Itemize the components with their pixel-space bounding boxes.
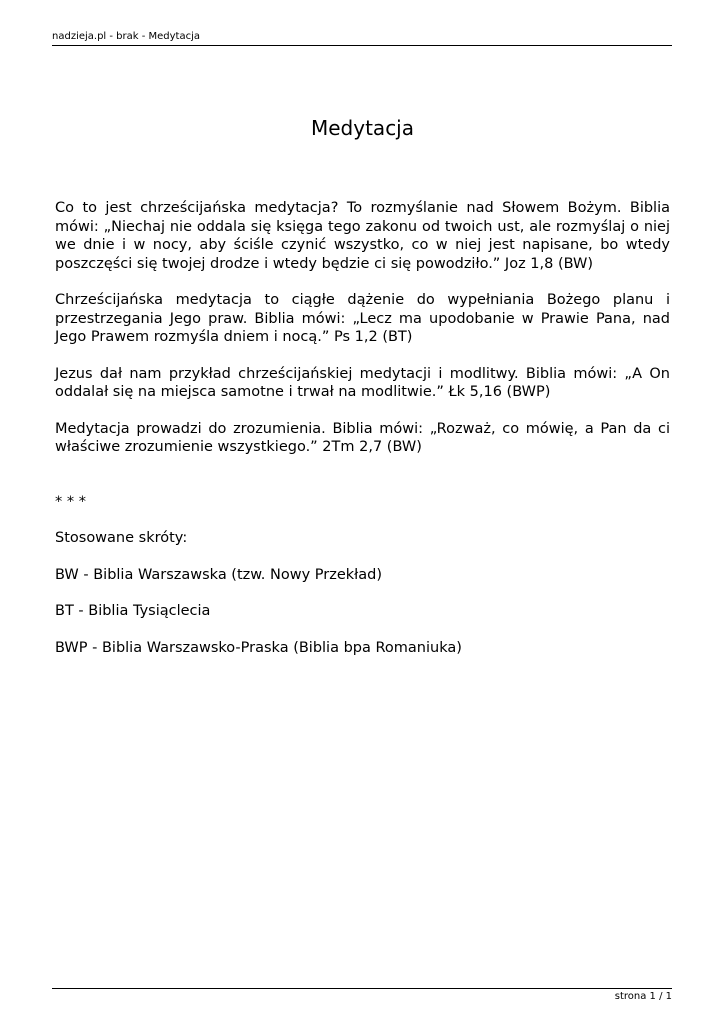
paragraph: Jezus dał nam przykład chrześcijańskiej medytacji i modlitwy. Biblia mówi: „A On oddalał się na miejsca samotne i trwał na modlitwie.” Łk 5,16 (BWP) <box>55 365 670 400</box>
document-body <box>55 199 670 675</box>
paragraph: Medytacja prowadzi do zrozumienia. Biblia mówi: „Rozważ, co mówię, a Pan da ci właściwe zrozumienie wszystkiego.” 2Tm 2,7 (BW) <box>55 420 670 455</box>
abbreviation-item: BW - Biblia Warszawska (tzw. Nowy Przekład) <box>55 566 383 583</box>
paragraph: Chrześcijańska medytacja to ciągłe dążenie do wypełniania Bożego planu i przestrzegania Jego praw. Biblia mówi: „Lecz ma upodobanie w Prawie Pana, nad Jego Prawem rozmyśla dniem i nocą.” Ps 1,2 (BT) <box>55 292 670 345</box>
page-header-text: nadzieja.pl - brak - Medytacja <box>52 31 201 42</box>
footer-divider <box>52 988 672 989</box>
page-number: strona 1 / 1 <box>614 991 672 1002</box>
abbreviations-title: Stosowane skróty: <box>55 530 188 546</box>
section-separator: * * * <box>55 493 86 510</box>
paragraph: Co to jest chrześcijańska medytacja? To rozmyślanie nad Słowem Bożym. Biblia mówi: „Niechaj nie oddala się księga tego zakonu od twoich ust, ale rozmyślaj o niej we dnie i w nocy, aby ściśle czynić wszystko, co w niej jest napisane, bo wtedy poszczęści się twojej drodze i wtedy będzie ci się powodziło.” Joz 1,8 (BW) <box>55 200 670 272</box>
page-title: Medytacja <box>311 116 414 140</box>
abbreviation-item: BWP - Biblia Warszawsko-Praska (Biblia bpa Romaniuka) <box>55 639 462 656</box>
abbreviation-item: BT - Biblia Tysiąclecia <box>55 603 211 619</box>
header-divider <box>52 45 672 46</box>
